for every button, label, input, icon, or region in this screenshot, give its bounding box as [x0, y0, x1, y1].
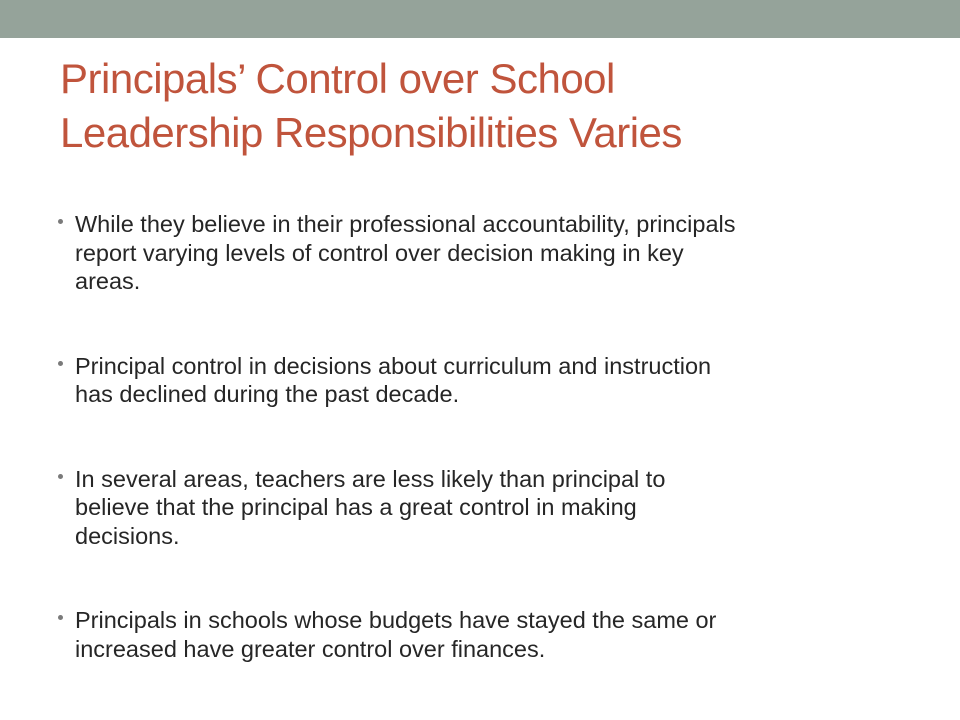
bullet-2-line-2: has declined during the past decade. [75, 381, 460, 407]
bullet-list [58, 210, 898, 663]
bullet-3-line-1: In several areas, teachers are less likely than principal to [75, 465, 666, 492]
bullet-dot-icon [58, 615, 63, 620]
bullet-item-1 [58, 210, 898, 296]
bullet-3-line-2: believe that the principal has a great control in making [75, 494, 637, 520]
slide-title [60, 52, 920, 160]
bullet-1-line-1: While they believe in their professional accountability, principals [75, 211, 736, 237]
bullet-1-line-2: report varying levels of control over decision making in key [75, 239, 684, 266]
bullet-dot-icon [58, 361, 63, 366]
bullet-item-4 [58, 606, 898, 663]
top-accent-bar [0, 0, 960, 38]
bullet-dot-icon [58, 474, 63, 479]
bullet-item-2 [58, 352, 898, 409]
bullet-2-line-1: Principal control in decisions about curriculum and instruction [75, 352, 712, 379]
bullet-4-line-1: Principals in schools whose budgets have stayed the same or [75, 607, 717, 633]
bullet-item-3 [58, 465, 898, 551]
title-line-1: Principals’ Control over School [60, 55, 615, 102]
bullet-dot-icon [58, 219, 63, 224]
bullet-3-line-3: decisions. [75, 522, 180, 549]
bullet-1-line-3: areas. [75, 268, 141, 294]
title-line-2: Leadership Responsibilities Varies [60, 109, 682, 156]
bullet-4-line-2: increased have greater control over finances. [75, 635, 546, 662]
